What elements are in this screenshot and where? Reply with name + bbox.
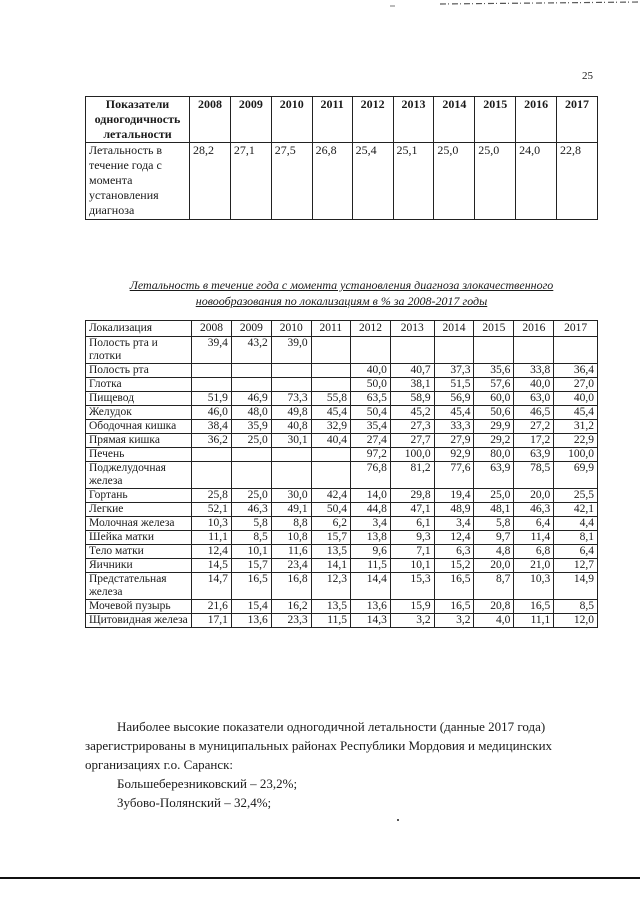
table-cell: 52,1 [192,503,232,517]
table-cell: 35,6 [474,364,514,378]
table-cell: 50,4 [311,503,350,517]
table-cell [271,448,311,462]
table-cell [311,448,350,462]
table-row [86,559,598,573]
table-cell: 29,2 [474,434,514,448]
table-cell [192,364,232,378]
table-cell: 29,9 [474,420,514,434]
table-cell: 15,2 [434,559,474,573]
table-cell: 35,9 [231,420,271,434]
column-header-year: 2010 [271,321,311,337]
table-cell: 27,7 [390,434,434,448]
table-cell: 6,4 [514,517,554,531]
row-label: Легкие [86,503,192,517]
table-cell: 51,9 [192,392,232,406]
table-cell: 13,5 [311,600,350,614]
column-header-year: 2013 [393,97,434,143]
table-cell: 10,3 [514,573,554,600]
table-cell: 22,9 [554,434,598,448]
table-cell: 69,9 [554,462,598,489]
table-cell: 16,5 [434,573,474,600]
table-cell: 40,7 [390,364,434,378]
table-cell: 78,5 [514,462,554,489]
table-cell: 40,8 [271,420,311,434]
table-cell [192,462,232,489]
table-row [86,531,598,545]
table-cell: 20,8 [474,600,514,614]
table-cell: 13,8 [351,531,391,545]
table-row [86,545,598,559]
table-row [86,143,598,220]
table-cell: 5,8 [231,517,271,531]
table-cell [311,337,350,364]
table-header-row [86,321,598,337]
page-number: 25 [582,70,593,82]
table-cell: 38,4 [192,420,232,434]
table-cell: 63,5 [351,392,391,406]
table-cell: 12,0 [554,614,598,628]
table-cell: 16,2 [271,600,311,614]
lethality-by-localization-table [85,320,598,628]
table-caption [85,277,598,309]
table-cell: 11,6 [271,545,311,559]
table-cell: 50,4 [351,406,391,420]
table-cell [474,337,514,364]
table-cell: 27,9 [434,434,474,448]
table-cell: 33,8 [514,364,554,378]
table-cell: 6,1 [390,517,434,531]
table-cell: 6,2 [311,517,350,531]
table-row [86,462,598,489]
column-header-year: 2010 [271,97,312,143]
table-cell [271,462,311,489]
table-cell: 25,8 [192,489,232,503]
table-cell: 39,4 [192,337,232,364]
table-cell: 44,8 [351,503,391,517]
table-cell: 15,3 [390,573,434,600]
table-cell [231,378,271,392]
row-label: Молочная железа [86,517,192,531]
table-cell: 9,6 [351,545,391,559]
row-label: Глотка [86,378,192,392]
table-cell: 10,1 [231,545,271,559]
table-cell: 16,5 [434,600,474,614]
table-row [86,573,598,600]
table-cell: 9,7 [474,531,514,545]
table-cell: 15,9 [390,600,434,614]
table-cell: 27,5 [271,143,312,220]
table-cell: 3,2 [390,614,434,628]
row-label: Желудок [86,406,192,420]
table-cell: 8,5 [231,531,271,545]
table-cell [351,337,391,364]
table-row [86,503,598,517]
table-cell: 4,0 [474,614,514,628]
table-cell: 63,0 [514,392,554,406]
row-label: Тело матки [86,545,192,559]
column-header-year: 2008 [192,321,232,337]
table-cell: 4,4 [554,517,598,531]
table-cell: 27,3 [390,420,434,434]
paragraph: Наиболее высокие показатели одногодичной летальности (данные 2017 года) зарегистрированы в муниципальных районах Республики Мордовия и медицинских организациях г.о. Саранск: [85,719,553,772]
row-label: Мочевой пузырь [86,600,192,614]
table-row [86,434,598,448]
table-cell: 45,2 [390,406,434,420]
column-header-year: 2011 [312,97,352,143]
table-cell: 25,1 [393,143,434,220]
column-header-year: 2012 [351,321,391,337]
table-header-row [86,97,598,143]
table-cell: 63,9 [514,448,554,462]
column-header-year: 2012 [352,97,393,143]
column-header-year: 2009 [231,321,271,337]
table-cell: 8,7 [474,573,514,600]
table-cell [390,337,434,364]
table-cell: 6,3 [434,545,474,559]
table-cell: 10,8 [271,531,311,545]
table-cell: 24,0 [516,143,557,220]
table-cell: 20,0 [514,489,554,503]
table-cell: 25,5 [554,489,598,503]
table-cell: 8,5 [554,600,598,614]
table-cell: 37,3 [434,364,474,378]
scan-artifact-bottom-line [0,877,640,879]
table-cell [311,462,350,489]
table-cell: 42,1 [554,503,598,517]
table-cell: 25,0 [475,143,516,220]
table-cell: 27,0 [554,378,598,392]
table-cell: 21,6 [192,600,232,614]
table-cell: 81,2 [390,462,434,489]
table-cell: 4,8 [474,545,514,559]
table-row [86,337,598,364]
table-cell: 33,3 [434,420,474,434]
table-cell: 11,5 [311,614,350,628]
table-cell: 45,4 [311,406,350,420]
table-cell: 51,5 [434,378,474,392]
table-cell: 23,4 [271,559,311,573]
table-cell: 60,0 [474,392,514,406]
caption-line: Летальность в течение года с момента установления диагноза злокачественного [129,278,554,292]
table-cell: 17,1 [192,614,232,628]
table-cell: 38,1 [390,378,434,392]
table-cell: 25,0 [231,489,271,503]
table-cell: 30,1 [271,434,311,448]
table-cell: 14,9 [554,573,598,600]
row-label: Печень [86,448,192,462]
table-cell: 14,5 [192,559,232,573]
table-cell: 22,8 [557,143,598,220]
table-cell: 46,3 [514,503,554,517]
table-cell: 49,1 [271,503,311,517]
table-cell: 76,8 [351,462,391,489]
table-row [86,614,598,628]
table-cell: 47,1 [390,503,434,517]
table-cell: 39,0 [271,337,311,364]
table-cell: 3,4 [434,517,474,531]
table-cell [231,462,271,489]
column-header-year: 2016 [516,97,557,143]
table-cell: 10,3 [192,517,232,531]
table-cell: 36,4 [554,364,598,378]
row-label: Яичники [86,559,192,573]
table-cell [434,337,474,364]
table-cell: 8,8 [271,517,311,531]
table-cell: 26,8 [312,143,352,220]
table-cell: 77,6 [434,462,474,489]
table-cell: 5,8 [474,517,514,531]
column-header-year: 2014 [434,321,474,337]
table-row [86,420,598,434]
table-cell [231,364,271,378]
table-cell [231,448,271,462]
table-cell: 21,0 [514,559,554,573]
table-cell: 25,0 [474,489,514,503]
caption-line: новообразования по локализациям в % за 2008-2017 годы [195,294,488,308]
table-cell: 92,9 [434,448,474,462]
row-label: Гортань [86,489,192,503]
column-header-localization: Локализация [86,321,192,337]
row-label: Предстательная железа [86,573,192,600]
table-cell: 7,1 [390,545,434,559]
table-cell: 32,9 [311,420,350,434]
table-cell: 40,0 [514,378,554,392]
table-cell: 40,0 [554,392,598,406]
table-row [86,364,598,378]
table-cell: 14,4 [351,573,391,600]
column-header-year: 2011 [311,321,350,337]
table-row [86,600,598,614]
column-header-year: 2017 [554,321,598,337]
table-cell: 31,2 [554,420,598,434]
table-cell: 57,6 [474,378,514,392]
table-cell: 58,9 [390,392,434,406]
scan-speck [397,819,399,821]
table-cell [311,378,350,392]
table-cell: 14,0 [351,489,391,503]
table-cell: 27,1 [230,143,271,220]
list-item: Большеберезниковский – 23,2%; [117,776,298,791]
table-cell: 46,3 [231,503,271,517]
row-label: Летальность в течение года с момента установления диагноза [86,143,190,220]
table-cell: 100,0 [390,448,434,462]
column-header-year: 2008 [190,97,231,143]
table-row [86,392,598,406]
table-cell: 43,2 [231,337,271,364]
table-cell: 3,4 [351,517,391,531]
lethality-summary-table [85,96,598,220]
table-cell: 11,5 [351,559,391,573]
table-cell [514,337,554,364]
table-cell: 28,2 [190,143,231,220]
table-cell: 15,4 [231,600,271,614]
table-cell: 19,4 [434,489,474,503]
row-label: Прямая кишка [86,434,192,448]
table-cell: 46,0 [192,406,232,420]
table-cell: 16,8 [271,573,311,600]
table-cell: 20,0 [474,559,514,573]
column-header-year: 2016 [514,321,554,337]
table-cell: 9,3 [390,531,434,545]
column-header-year: 2017 [557,97,598,143]
table-cell: 25,0 [231,434,271,448]
table-cell [192,378,232,392]
row-label: Полость рта [86,364,192,378]
table-cell: 40,4 [311,434,350,448]
table-cell [271,378,311,392]
table-cell: 63,9 [474,462,514,489]
table-row [86,448,598,462]
row-label: Пищевод [86,392,192,406]
table-row [86,517,598,531]
table-cell: 11,1 [514,614,554,628]
table-cell: 27,4 [351,434,391,448]
table-cell: 3,2 [434,614,474,628]
table-cell: 46,9 [231,392,271,406]
list-item: Зубово-Полянский – 32,4%; [117,795,272,810]
table-row [86,406,598,420]
table-cell: 13,5 [311,545,350,559]
column-header-year: 2009 [230,97,271,143]
table-cell: 14,3 [351,614,391,628]
table-cell: 17,2 [514,434,554,448]
table-cell: 12,4 [192,545,232,559]
table-cell: 42,4 [311,489,350,503]
table-row [86,378,598,392]
table-cell: 11,1 [192,531,232,545]
table-cell: 6,4 [554,545,598,559]
table-cell: 48,9 [434,503,474,517]
row-label: Щитовидная железа [86,614,192,628]
table-cell: 25,0 [434,143,475,220]
row-label: Поджелудочная железа [86,462,192,489]
table-cell [311,364,350,378]
table-cell: 45,4 [434,406,474,420]
table-cell: 50,6 [474,406,514,420]
table-cell: 11,4 [514,531,554,545]
table-cell: 23,3 [271,614,311,628]
table-cell [192,448,232,462]
body-text [85,717,605,812]
table-cell: 55,8 [311,392,350,406]
table-cell: 16,5 [514,600,554,614]
table-cell: 14,1 [311,559,350,573]
row-label: Полость рта и глотки [86,337,192,364]
table-cell: 45,4 [554,406,598,420]
table-cell: 50,0 [351,378,391,392]
table-cell: 14,7 [192,573,232,600]
table-cell: 35,4 [351,420,391,434]
table-cell: 12,7 [554,559,598,573]
scan-artifact-top [0,0,640,12]
table-body [86,337,598,628]
table-cell: 97,2 [351,448,391,462]
table-cell: 100,0 [554,448,598,462]
column-header-year: 2014 [434,97,475,143]
table-cell: 48,1 [474,503,514,517]
table-cell: 29,8 [390,489,434,503]
table-cell: 36,2 [192,434,232,448]
table-cell: 49,8 [271,406,311,420]
table-cell: 48,0 [231,406,271,420]
table-cell [554,337,598,364]
table-cell: 25,4 [352,143,393,220]
column-header-year: 2013 [390,321,434,337]
table-cell: 40,0 [351,364,391,378]
table-cell: 13,6 [351,600,391,614]
column-header-year: 2015 [475,97,516,143]
table-cell: 46,5 [514,406,554,420]
table-cell: 80,0 [474,448,514,462]
table-cell: 6,8 [514,545,554,559]
table-cell [271,364,311,378]
table-row [86,489,598,503]
table-cell: 13,6 [231,614,271,628]
table-cell: 10,1 [390,559,434,573]
row-label: Шейка матки [86,531,192,545]
table-cell: 16,5 [231,573,271,600]
table-cell: 12,4 [434,531,474,545]
table-cell: 8,1 [554,531,598,545]
table-cell: 15,7 [231,559,271,573]
table-cell: 12,3 [311,573,350,600]
column-header-indicator: Показатели одногодичность летальности [86,97,190,143]
table-cell: 73,3 [271,392,311,406]
table-cell: 27,2 [514,420,554,434]
row-label: Ободочная кишка [86,420,192,434]
column-header-year: 2015 [474,321,514,337]
table-cell: 15,7 [311,531,350,545]
table-cell: 30,0 [271,489,311,503]
table-cell: 56,9 [434,392,474,406]
